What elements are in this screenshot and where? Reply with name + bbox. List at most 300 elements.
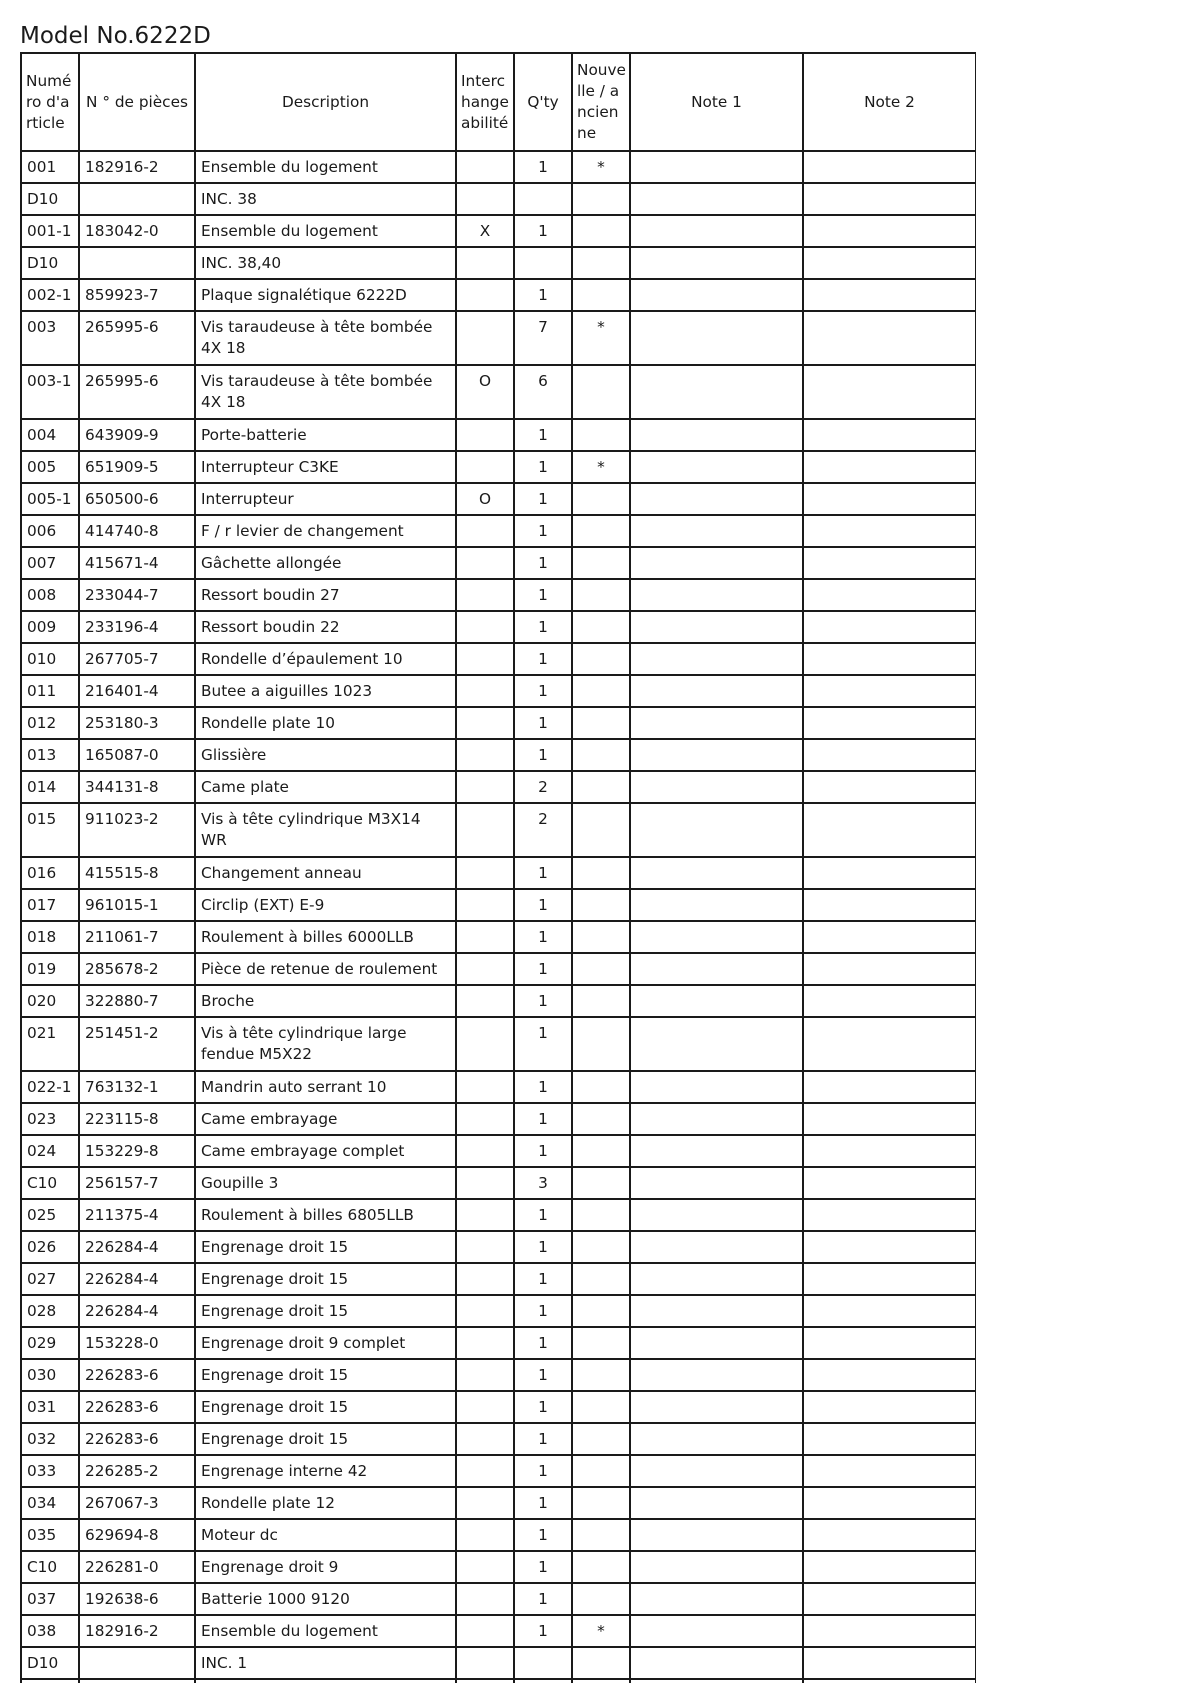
cell-item-number: 014 <box>21 771 79 803</box>
cell-new-old <box>572 1103 630 1135</box>
cell-description: Circlip (EXT) E-9 <box>195 889 456 921</box>
cell-part-number: 226284-4 <box>79 1295 195 1327</box>
cell-note-1 <box>630 365 803 419</box>
cell-item-number: 030 <box>21 1359 79 1391</box>
cell-part-number: 285678-2 <box>79 953 195 985</box>
cell-qty: 1 <box>514 515 572 547</box>
cell-part-number <box>79 1647 195 1679</box>
cell-part-number: 226283-6 <box>79 1423 195 1455</box>
cell-note-1 <box>630 803 803 857</box>
cell-new-old <box>572 889 630 921</box>
cell-item-number: 017 <box>21 889 79 921</box>
cell-interchangeability: O <box>456 483 514 515</box>
cell-new-old <box>572 675 630 707</box>
cell-part-number: 267067-3 <box>79 1487 195 1519</box>
cell-new-old <box>572 1423 630 1455</box>
cell-qty: 1 <box>514 985 572 1017</box>
cell-description: Engrenage droit 15 <box>195 1295 456 1327</box>
cell-interchangeability <box>456 921 514 953</box>
cell-note-1 <box>630 1167 803 1199</box>
cell-description: Glissière <box>195 739 456 771</box>
cell-part-number: 226281-0 <box>79 1551 195 1583</box>
cell-description: Engrenage droit 15 <box>195 1391 456 1423</box>
cell-qty: 1 <box>514 1423 572 1455</box>
cell-qty: 1 <box>514 857 572 889</box>
cell-new-old <box>572 1455 630 1487</box>
cell-item-number: 008 <box>21 579 79 611</box>
cell-item-number: 002-1 <box>21 279 79 311</box>
table-row <box>21 707 976 739</box>
cell-description: Mandrin auto serrant 10 <box>195 1071 456 1103</box>
cell-description: Gâchette allongée <box>195 547 456 579</box>
cell-qty: 1 <box>514 1391 572 1423</box>
cell-interchangeability <box>456 611 514 643</box>
cell-item-number: 006 <box>21 515 79 547</box>
cell-interchangeability <box>456 707 514 739</box>
cell-part-number: 253180-3 <box>79 707 195 739</box>
cell-qty: 1 <box>514 547 572 579</box>
cell-description: Roulement à billes 6805LLB <box>195 1199 456 1231</box>
cell-interchangeability: O <box>456 365 514 419</box>
cell-description: Rondelle plate 10 <box>195 707 456 739</box>
cell-note-1 <box>630 419 803 451</box>
table-row <box>21 483 976 515</box>
cell-note-2 <box>803 921 976 953</box>
cell-interchangeability <box>456 1199 514 1231</box>
cell-new-old <box>572 611 630 643</box>
cell-interchangeability <box>456 1327 514 1359</box>
table-row <box>21 1519 976 1551</box>
cell-qty: 1 <box>514 1327 572 1359</box>
cell-qty <box>514 1679 572 1683</box>
cell-note-2 <box>803 1455 976 1487</box>
cell-new-old <box>572 279 630 311</box>
cell-note-2 <box>803 515 976 547</box>
cell-part-number: 763132-1 <box>79 1071 195 1103</box>
cell-part-number: 182916-2 <box>79 1615 195 1647</box>
cell-description: Porte-batterie <box>195 419 456 451</box>
cell-note-2 <box>803 889 976 921</box>
cell-new-old <box>572 365 630 419</box>
cell-note-1 <box>630 707 803 739</box>
cell-description: Engrenage droit 15 <box>195 1231 456 1263</box>
cell-part-number: 165087-0 <box>79 739 195 771</box>
cell-description: Engrenage droit 9 <box>195 1551 456 1583</box>
cell-qty: 1 <box>514 279 572 311</box>
cell-description: Came embrayage <box>195 1103 456 1135</box>
cell-qty: 1 <box>514 675 572 707</box>
cell-qty: 1 <box>514 1455 572 1487</box>
cell-note-2 <box>803 183 976 215</box>
cell-part-number: 414740-8 <box>79 515 195 547</box>
cell-description: Batterie 1000 9120 <box>195 1583 456 1615</box>
cell-note-2 <box>803 803 976 857</box>
cell-description: Vis à tête cylindrique large fendue M5X22 <box>195 1017 456 1071</box>
cell-item-number: D10 <box>21 247 79 279</box>
cell-part-number: 344131-8 <box>79 771 195 803</box>
cell-interchangeability <box>456 1455 514 1487</box>
cell-qty: 1 <box>514 483 572 515</box>
table-row <box>21 1583 976 1615</box>
cell-interchangeability <box>456 1135 514 1167</box>
cell-note-1 <box>630 1583 803 1615</box>
cell-note-1 <box>630 1455 803 1487</box>
cell-qty: 1 <box>514 953 572 985</box>
cell-item-number: 001 <box>21 151 79 183</box>
cell-note-1 <box>630 1647 803 1679</box>
cell-part-number: 961015-1 <box>79 889 195 921</box>
cell-interchangeability <box>456 1583 514 1615</box>
cell-qty: 1 <box>514 579 572 611</box>
cell-qty: 1 <box>514 1135 572 1167</box>
table-row <box>21 803 976 857</box>
cell-item-number <box>21 1679 79 1683</box>
cell-new-old <box>572 547 630 579</box>
cell-interchangeability <box>456 1071 514 1103</box>
cell-note-1 <box>630 1263 803 1295</box>
header-item-number: Numéro d'article <box>21 53 79 151</box>
table-row <box>21 279 976 311</box>
cell-part-number: 226283-6 <box>79 1359 195 1391</box>
cell-description: Engrenage droit 15 <box>195 1359 456 1391</box>
table-row <box>21 953 976 985</box>
cell-interchangeability <box>456 1017 514 1071</box>
cell-part-number: 251451-2 <box>79 1017 195 1071</box>
cell-note-1 <box>630 739 803 771</box>
cell-new-old <box>572 1199 630 1231</box>
cell-part-number: 265995-6 <box>79 311 195 365</box>
cell-qty: 1 <box>514 419 572 451</box>
cell-item-number: D10 <box>21 1647 79 1679</box>
header-new-old: Nouvelle / ancienne <box>572 53 630 151</box>
header-note-2: Note 2 <box>803 53 976 151</box>
cell-note-2 <box>803 1679 976 1683</box>
cell-qty: 1 <box>514 1615 572 1647</box>
cell-note-1 <box>630 279 803 311</box>
cell-description: Engrenage droit 9 complet <box>195 1327 456 1359</box>
cell-note-2 <box>803 547 976 579</box>
cell-note-1 <box>630 311 803 365</box>
cell-interchangeability <box>456 1615 514 1647</box>
cell-interchangeability <box>456 1231 514 1263</box>
cell-qty: 1 <box>514 707 572 739</box>
cell-note-1 <box>630 1519 803 1551</box>
table-row <box>21 1231 976 1263</box>
table-row <box>21 1359 976 1391</box>
cell-note-1 <box>630 1327 803 1359</box>
cell-interchangeability <box>456 579 514 611</box>
cell-note-2 <box>803 1103 976 1135</box>
cell-note-1 <box>630 247 803 279</box>
table-row <box>21 1551 976 1583</box>
header-description: Description <box>195 53 456 151</box>
cell-note-2 <box>803 675 976 707</box>
cell-description: Vis taraudeuse à tête bombée 4X 18 <box>195 311 456 365</box>
cell-description: Ensemble du logement <box>195 1615 456 1647</box>
cell-note-2 <box>803 1519 976 1551</box>
cell-note-2 <box>803 707 976 739</box>
cell-new-old <box>572 707 630 739</box>
cell-new-old <box>572 1167 630 1199</box>
cell-note-1 <box>630 579 803 611</box>
header-note-1: Note 1 <box>630 53 803 151</box>
cell-interchangeability <box>456 419 514 451</box>
cell-note-2 <box>803 215 976 247</box>
cell-description: Engrenage interne 42 <box>195 1455 456 1487</box>
cell-new-old <box>572 1295 630 1327</box>
cell-qty: 1 <box>514 1519 572 1551</box>
cell-qty: 1 <box>514 1359 572 1391</box>
cell-item-number: 024 <box>21 1135 79 1167</box>
cell-note-2 <box>803 1135 976 1167</box>
cell-interchangeability <box>456 889 514 921</box>
cell-note-1 <box>630 953 803 985</box>
cell-description: Ressort boudin 27 <box>195 579 456 611</box>
cell-note-1 <box>630 1679 803 1683</box>
cell-new-old <box>572 215 630 247</box>
cell-note-2 <box>803 1647 976 1679</box>
cell-note-1 <box>630 547 803 579</box>
table-row <box>21 611 976 643</box>
cell-interchangeability: X <box>456 215 514 247</box>
cell-description: Came embrayage complet <box>195 1135 456 1167</box>
cell-item-number: C10 <box>21 1551 79 1583</box>
cell-new-old <box>572 1263 630 1295</box>
cell-new-old <box>572 483 630 515</box>
cell-item-number: 015 <box>21 803 79 857</box>
cell-qty: 1 <box>514 215 572 247</box>
cell-note-1 <box>630 1071 803 1103</box>
cell-item-number: 022-1 <box>21 1071 79 1103</box>
table-row <box>21 985 976 1017</box>
cell-description: Plaque signalétique 6222D <box>195 279 456 311</box>
cell-qty: 1 <box>514 1295 572 1327</box>
table-row <box>21 151 976 183</box>
cell-item-number: 003-1 <box>21 365 79 419</box>
cell-item-number: 010 <box>21 643 79 675</box>
cell-note-2 <box>803 1423 976 1455</box>
cell-note-2 <box>803 1295 976 1327</box>
cell-qty: 1 <box>514 1103 572 1135</box>
cell-new-old <box>572 183 630 215</box>
parts-table-container <box>20 52 976 1683</box>
header-part-number: N ° de pièces <box>79 53 195 151</box>
table-row <box>21 1487 976 1519</box>
cell-qty: 1 <box>514 1487 572 1519</box>
cell-description: Changement anneau <box>195 857 456 889</box>
cell-description: Interrupteur C3KE <box>195 451 456 483</box>
cell-description: Roulement à billes 6000LLB <box>195 921 456 953</box>
cell-interchangeability <box>456 1167 514 1199</box>
cell-item-number: 013 <box>21 739 79 771</box>
cell-note-2 <box>803 311 976 365</box>
cell-note-1 <box>630 515 803 547</box>
cell-item-number: D10 <box>21 183 79 215</box>
cell-qty: 1 <box>514 921 572 953</box>
table-row <box>21 889 976 921</box>
table-row <box>21 183 976 215</box>
cell-part-number: 267705-7 <box>79 643 195 675</box>
cell-item-number: 012 <box>21 707 79 739</box>
cell-note-2 <box>803 483 976 515</box>
cell-qty: 1 <box>514 1017 572 1071</box>
cell-part-number <box>79 1679 195 1683</box>
cell-part-number: 859923-7 <box>79 279 195 311</box>
cell-part-number: 911023-2 <box>79 803 195 857</box>
cell-qty: 6 <box>514 365 572 419</box>
table-row <box>21 419 976 451</box>
cell-note-2 <box>803 1231 976 1263</box>
cell-note-2 <box>803 451 976 483</box>
table-row <box>21 1423 976 1455</box>
table-row <box>21 1017 976 1071</box>
cell-part-number <box>79 247 195 279</box>
table-row <box>21 675 976 707</box>
cell-part-number: 216401-4 <box>79 675 195 707</box>
cell-part-number: 256157-7 <box>79 1167 195 1199</box>
cell-description <box>195 1679 456 1683</box>
cell-part-number: 233044-7 <box>79 579 195 611</box>
cell-item-number: 020 <box>21 985 79 1017</box>
cell-qty: 3 <box>514 1167 572 1199</box>
cell-part-number: 226284-4 <box>79 1231 195 1263</box>
cell-new-old <box>572 953 630 985</box>
cell-description: Engrenage droit 15 <box>195 1423 456 1455</box>
cell-part-number: 226284-4 <box>79 1263 195 1295</box>
cell-new-old <box>572 921 630 953</box>
cell-interchangeability <box>456 311 514 365</box>
cell-part-number: 153229-8 <box>79 1135 195 1167</box>
cell-note-1 <box>630 611 803 643</box>
cell-qty: 1 <box>514 1231 572 1263</box>
cell-note-2 <box>803 611 976 643</box>
cell-item-number: 016 <box>21 857 79 889</box>
cell-note-1 <box>630 1017 803 1071</box>
cell-note-1 <box>630 1423 803 1455</box>
cell-item-number: 005 <box>21 451 79 483</box>
cell-interchangeability <box>456 1391 514 1423</box>
cell-interchangeability <box>456 643 514 675</box>
cell-interchangeability <box>456 803 514 857</box>
cell-interchangeability <box>456 515 514 547</box>
cell-part-number: 211375-4 <box>79 1199 195 1231</box>
cell-description: INC. 38 <box>195 183 456 215</box>
cell-interchangeability <box>456 953 514 985</box>
cell-new-old <box>572 803 630 857</box>
cell-part-number: 183042-0 <box>79 215 195 247</box>
cell-note-1 <box>630 1103 803 1135</box>
cell-description: F / r levier de changement <box>195 515 456 547</box>
table-row <box>21 247 976 279</box>
cell-description: Vis à tête cylindrique M3X14 WR <box>195 803 456 857</box>
cell-part-number: 651909-5 <box>79 451 195 483</box>
cell-note-2 <box>803 1487 976 1519</box>
table-row <box>21 1199 976 1231</box>
cell-note-2 <box>803 151 976 183</box>
cell-interchangeability <box>456 1487 514 1519</box>
cell-qty: 1 <box>514 889 572 921</box>
table-row <box>21 1615 976 1647</box>
table-row <box>21 1647 976 1679</box>
cell-qty: 1 <box>514 739 572 771</box>
cell-new-old <box>572 1391 630 1423</box>
cell-description: Goupille 3 <box>195 1167 456 1199</box>
cell-new-old <box>572 579 630 611</box>
table-row <box>21 1391 976 1423</box>
cell-part-number: 226285-2 <box>79 1455 195 1487</box>
cell-note-1 <box>630 1615 803 1647</box>
table-row <box>21 1455 976 1487</box>
cell-interchangeability <box>456 985 514 1017</box>
cell-interchangeability <box>456 857 514 889</box>
cell-new-old <box>572 1583 630 1615</box>
cell-note-1 <box>630 1487 803 1519</box>
cell-new-old: * <box>572 311 630 365</box>
cell-note-1 <box>630 1551 803 1583</box>
cell-item-number: 019 <box>21 953 79 985</box>
cell-note-2 <box>803 771 976 803</box>
cell-note-2 <box>803 1359 976 1391</box>
cell-part-number: 233196-4 <box>79 611 195 643</box>
table-row <box>21 1071 976 1103</box>
cell-part-number: 223115-8 <box>79 1103 195 1135</box>
cell-note-2 <box>803 1551 976 1583</box>
cell-item-number: 025 <box>21 1199 79 1231</box>
table-row <box>21 215 976 247</box>
cell-interchangeability <box>456 451 514 483</box>
cell-part-number: 192638-6 <box>79 1583 195 1615</box>
cell-qty: 1 <box>514 1199 572 1231</box>
cell-description: Rondelle plate 12 <box>195 1487 456 1519</box>
cell-description: INC. 1 <box>195 1647 456 1679</box>
cell-note-2 <box>803 279 976 311</box>
cell-interchangeability <box>456 1551 514 1583</box>
header-qty: Q'ty <box>514 53 572 151</box>
table-row <box>21 1295 976 1327</box>
cell-item-number: 027 <box>21 1263 79 1295</box>
cell-item-number: 028 <box>21 1295 79 1327</box>
cell-note-2 <box>803 419 976 451</box>
cell-item-number: 035 <box>21 1519 79 1551</box>
cell-note-2 <box>803 1263 976 1295</box>
table-row <box>21 365 976 419</box>
cell-part-number: 415515-8 <box>79 857 195 889</box>
cell-note-1 <box>630 1359 803 1391</box>
cell-item-number: 007 <box>21 547 79 579</box>
cell-qty: 2 <box>514 803 572 857</box>
cell-new-old <box>572 515 630 547</box>
cell-part-number: 650500-6 <box>79 483 195 515</box>
cell-interchangeability <box>456 151 514 183</box>
cell-item-number: 009 <box>21 611 79 643</box>
cell-part-number: 153228-0 <box>79 1327 195 1359</box>
cell-qty <box>514 247 572 279</box>
cell-interchangeability <box>456 675 514 707</box>
table-row <box>21 1679 976 1683</box>
table-row <box>21 1327 976 1359</box>
cell-new-old <box>572 247 630 279</box>
cell-qty <box>514 1647 572 1679</box>
cell-note-1 <box>630 643 803 675</box>
cell-new-old <box>572 419 630 451</box>
cell-note-2 <box>803 1071 976 1103</box>
cell-interchangeability <box>456 279 514 311</box>
cell-item-number: 003 <box>21 311 79 365</box>
cell-description: Interrupteur <box>195 483 456 515</box>
cell-qty: 1 <box>514 1583 572 1615</box>
cell-note-2 <box>803 579 976 611</box>
cell-description: Broche <box>195 985 456 1017</box>
